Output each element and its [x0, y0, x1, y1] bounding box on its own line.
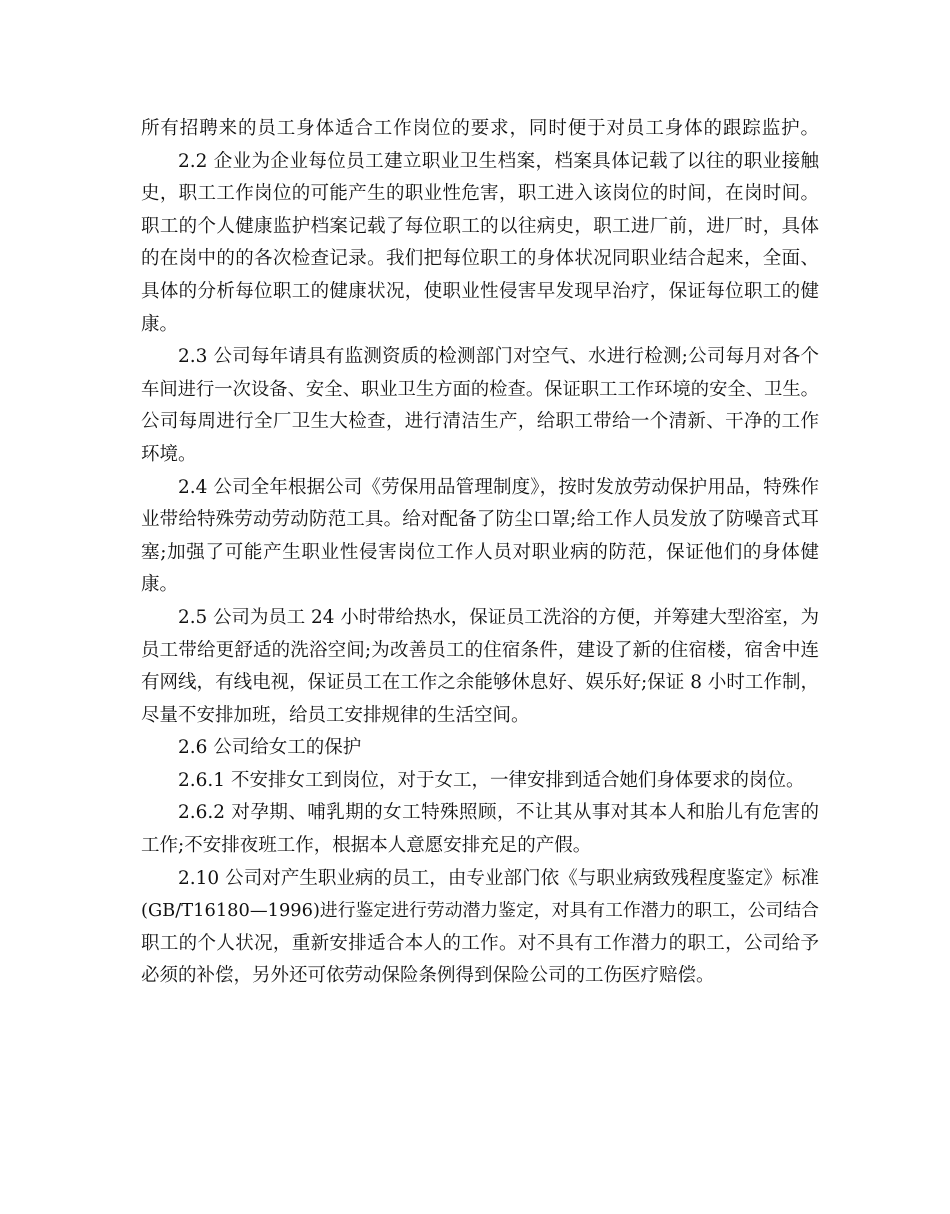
text-line: 具体的分析每位职工的健康状况，使职业性侵害早发现早治疗，保证每位职工的健 [141, 280, 819, 302]
text-line: 工作;不安排夜班工作，根据本人意愿安排充足的产假。 [141, 835, 592, 857]
text-line: 必须的补偿，另外还可依劳动保险条例得到保险公司的工伤医疗赔偿。 [141, 965, 715, 987]
document-page [141, 113, 819, 993]
text-line: 2.3 公司每年请具有监测资质的检测部门对空气、水进行检测;公司每月对各个 [178, 346, 819, 368]
text-line: 有网线，有线电视，保证员工在工作之余能够休息好、娱乐好;保证 8 小时工作制， [141, 672, 819, 694]
text-line: 史，职工工作岗位的可能产生的职业性危害，职工进入该岗位的时间，在岗时间。 [141, 183, 819, 205]
text-line: 2.10 公司对产生职业病的员工，由专业部门依《与职业病致残程度鉴定》标准 [178, 867, 819, 889]
text-line: 尽量不安排加班，给员工安排规律的生活空间。 [141, 704, 530, 726]
text-line: 2.6 公司给女工的保护 [178, 737, 362, 759]
text-line: 2.5 公司为员工 24 小时带给热水，保证员工洗浴的方便，并筹建大型浴室，为 [178, 606, 819, 628]
text-line: 康。 [141, 574, 179, 596]
text-line: 2.6.1 不安排女工到岗位，对于女工，一律安排到适合她们身体要求的岗位。 [178, 769, 805, 791]
text-line: 2.2 企业为企业每位员工建立职业卫生档案，档案具体记载了以往的职业接触 [178, 150, 819, 172]
text-line: 公司每周进行全厂卫生大检查，进行清洁生产，给职工带给一个清新、干净的工作 [141, 411, 819, 433]
text-line: 业带给特殊劳动劳动防范工具。给对配备了防尘口罩;给工作人员发放了防噪音式耳 [141, 509, 819, 531]
text-line: 康。 [141, 313, 179, 335]
text-line: 2.4 公司全年根据公司《劳保用品管理制度》，按时发放劳动保护用品，特殊作 [178, 476, 819, 498]
text-line: 职工的个人健康监护档案记载了每位职工的以往病史，职工进厂前，进厂时，具体 [141, 215, 819, 237]
text-line: 的在岗中的的各次检查记录。我们把每位职工的身体状况同职业结合起来，全面、 [141, 248, 819, 270]
text-line: 塞;加强了可能产生职业性侵害岗位工作人员对职业病的防范，保证他们的身体健 [141, 541, 819, 563]
text-line: 环境。 [141, 443, 197, 465]
text-line: 车间进行一次设备、安全、职业卫生方面的检查。保证职工工作环境的安全、卫生。 [141, 378, 819, 400]
text-line: 所有招聘来的员工身体适合工作岗位的要求，同时便于对员工身体的跟踪监护。 [141, 118, 819, 139]
text-line: 职工的个人状况，重新安排适合本人的工作。对不具有工作潜力的职工，公司给予 [141, 932, 819, 954]
text-line: (GB/T16180—1996)进行鉴定进行劳动潜力鉴定，对具有工作潜力的职工，公司结合 [141, 900, 819, 922]
text-line: 员工带给更舒适的洗浴空间;为改善员工的住宿条件，建设了新的住宿楼，宿舍中连 [141, 639, 819, 661]
text-line: 2.6.2 对孕期、哺乳期的女工特殊照顾，不让其从事对其本人和胎儿有危害的 [178, 802, 819, 824]
